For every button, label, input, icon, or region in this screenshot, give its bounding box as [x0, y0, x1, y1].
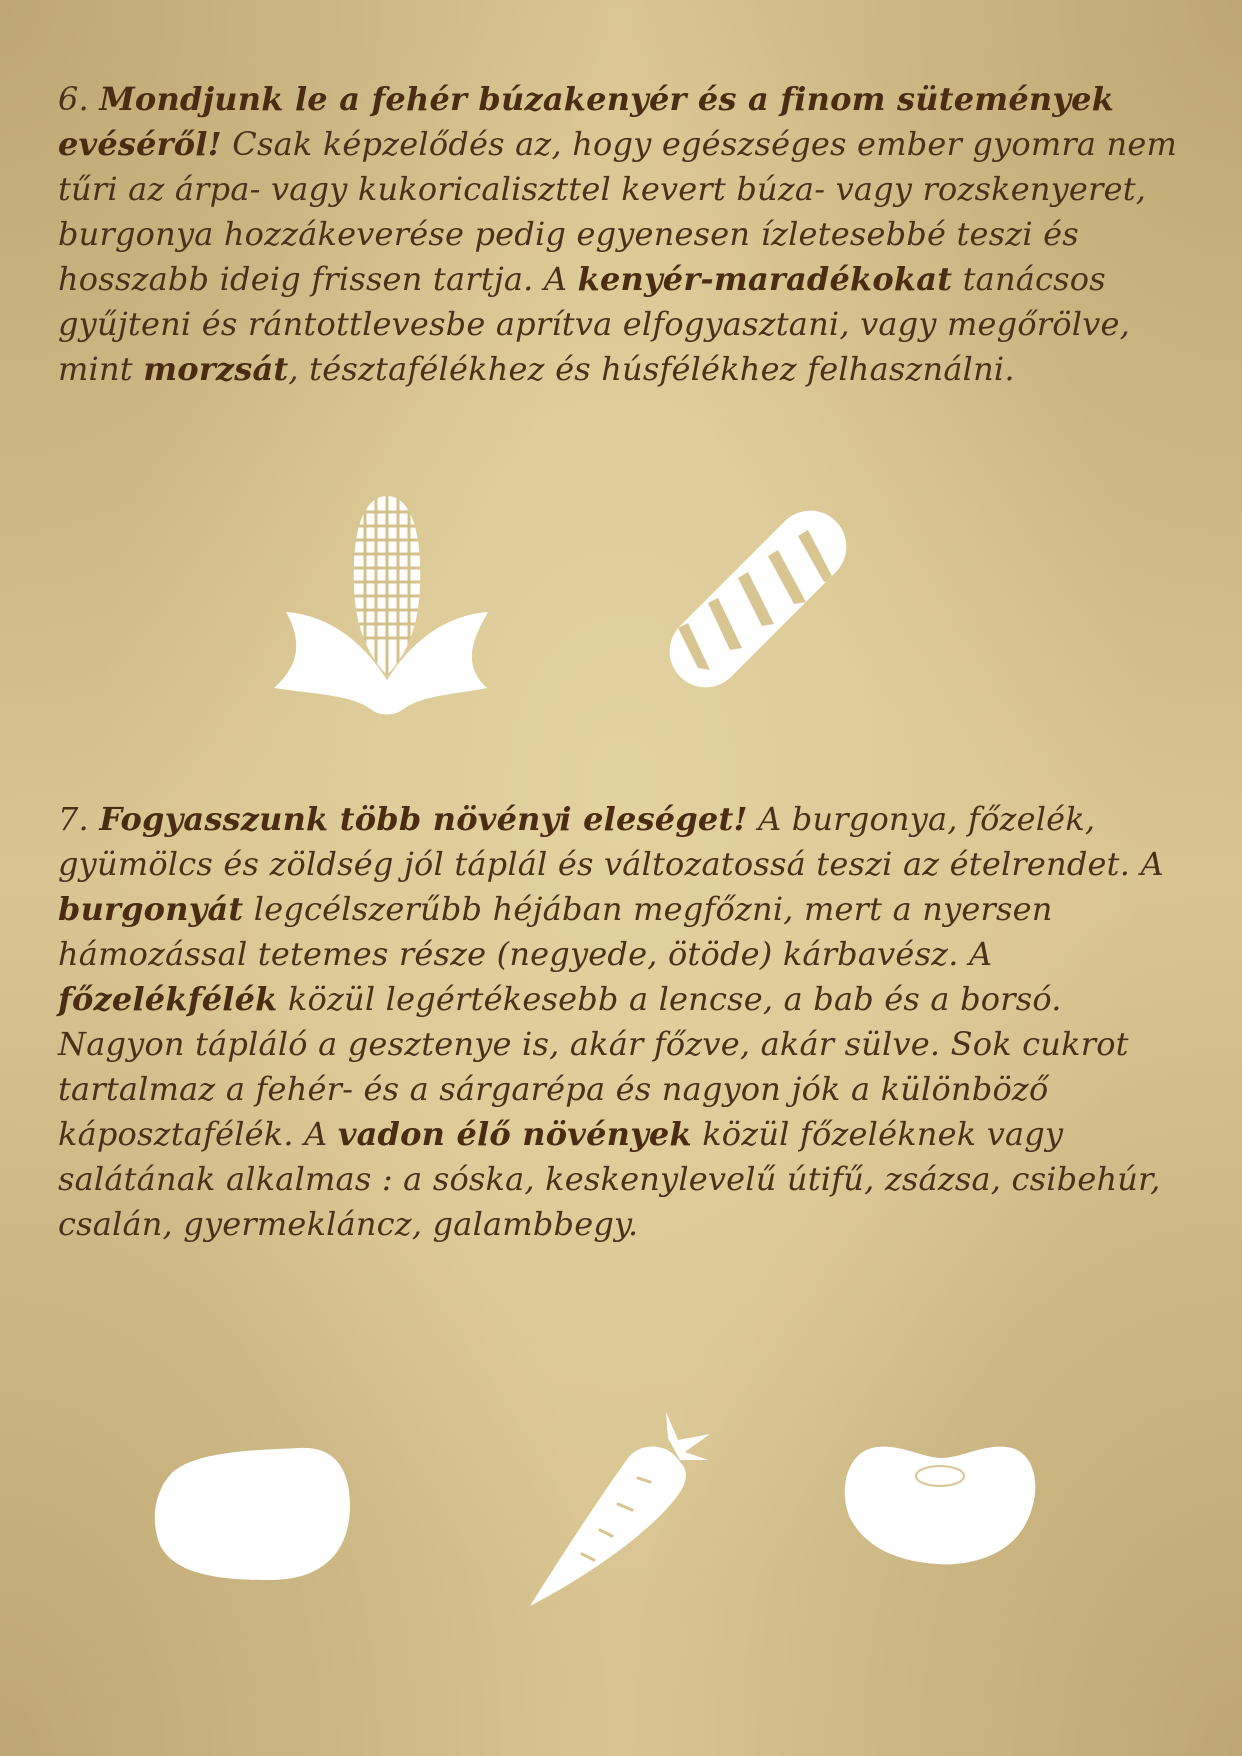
bold-term: vadon élő növények [337, 1115, 692, 1153]
bean-icon [842, 1440, 1042, 1570]
paragraph-heading: Fogyasszunk több növényi eleséget! [99, 800, 748, 838]
paragraph-text: tanácsos gyűjteni és rántottlevesbe aprítva elfogyasztani, vagy megőrölve, mint [58, 260, 1130, 388]
paragraph-text: A burgonya, főzelék, gyümölcs és zöldség jól táplál és változatossá teszi az ételrendet. A [58, 800, 1164, 883]
carrot-icon [520, 1400, 730, 1620]
paragraph-text: , tésztafélékhez és húsfélékhez felhasználni. [288, 350, 1015, 388]
bold-term: morzsát [143, 350, 289, 388]
paragraph-text: legcélszerűbb héjában megfőzni, mert a nyersen hámozással tetemes része (negyede, ötöde) kárbavész. A [58, 890, 1053, 973]
corn-icon [272, 490, 502, 720]
item-number: 7. [58, 800, 89, 838]
bold-term: főzelékfélék [58, 980, 278, 1018]
item-number: 6. [58, 80, 89, 118]
bread-loaf-icon [658, 508, 858, 708]
potato-icon [150, 1440, 360, 1590]
paragraph-text: közül főzeléknek vagy salátának alkalmas : a sóska, keskenylevelű útifű, zsázsa, csibehúr, csalán, gyermekláncz, galambbegy. [58, 1115, 1161, 1243]
paragraph-7 [58, 797, 1188, 1247]
paragraph-text: Csak képzelődés az, hogy egészséges ember gyomra nem tűri az árpa- vagy kukoricaliszttel kevert búza- vagy rozskenyeret, burgonya hozzákeverése pedig egyenesen ízletesebbé teszi és hosszabb ideig frissen tartja. A [58, 125, 1178, 298]
paragraph-6 [58, 77, 1188, 392]
bold-term: kenyér-maradékokat [577, 260, 953, 298]
bold-term: burgonyát [58, 890, 244, 928]
paragraph-text: közül legértékesebb a lencse, a bab és a borsó. Nagyon tápláló a gesztenye is, akár főzve, akár sülve. Sok cukrot tartalmaz a fehér- és a sárgarépa és nagyon jók a különböző káposztafélék. A [58, 980, 1129, 1153]
paragraph-heading: Mondjunk le a fehér búzakenyér és a finom sütemények evéséről! [58, 80, 1115, 163]
